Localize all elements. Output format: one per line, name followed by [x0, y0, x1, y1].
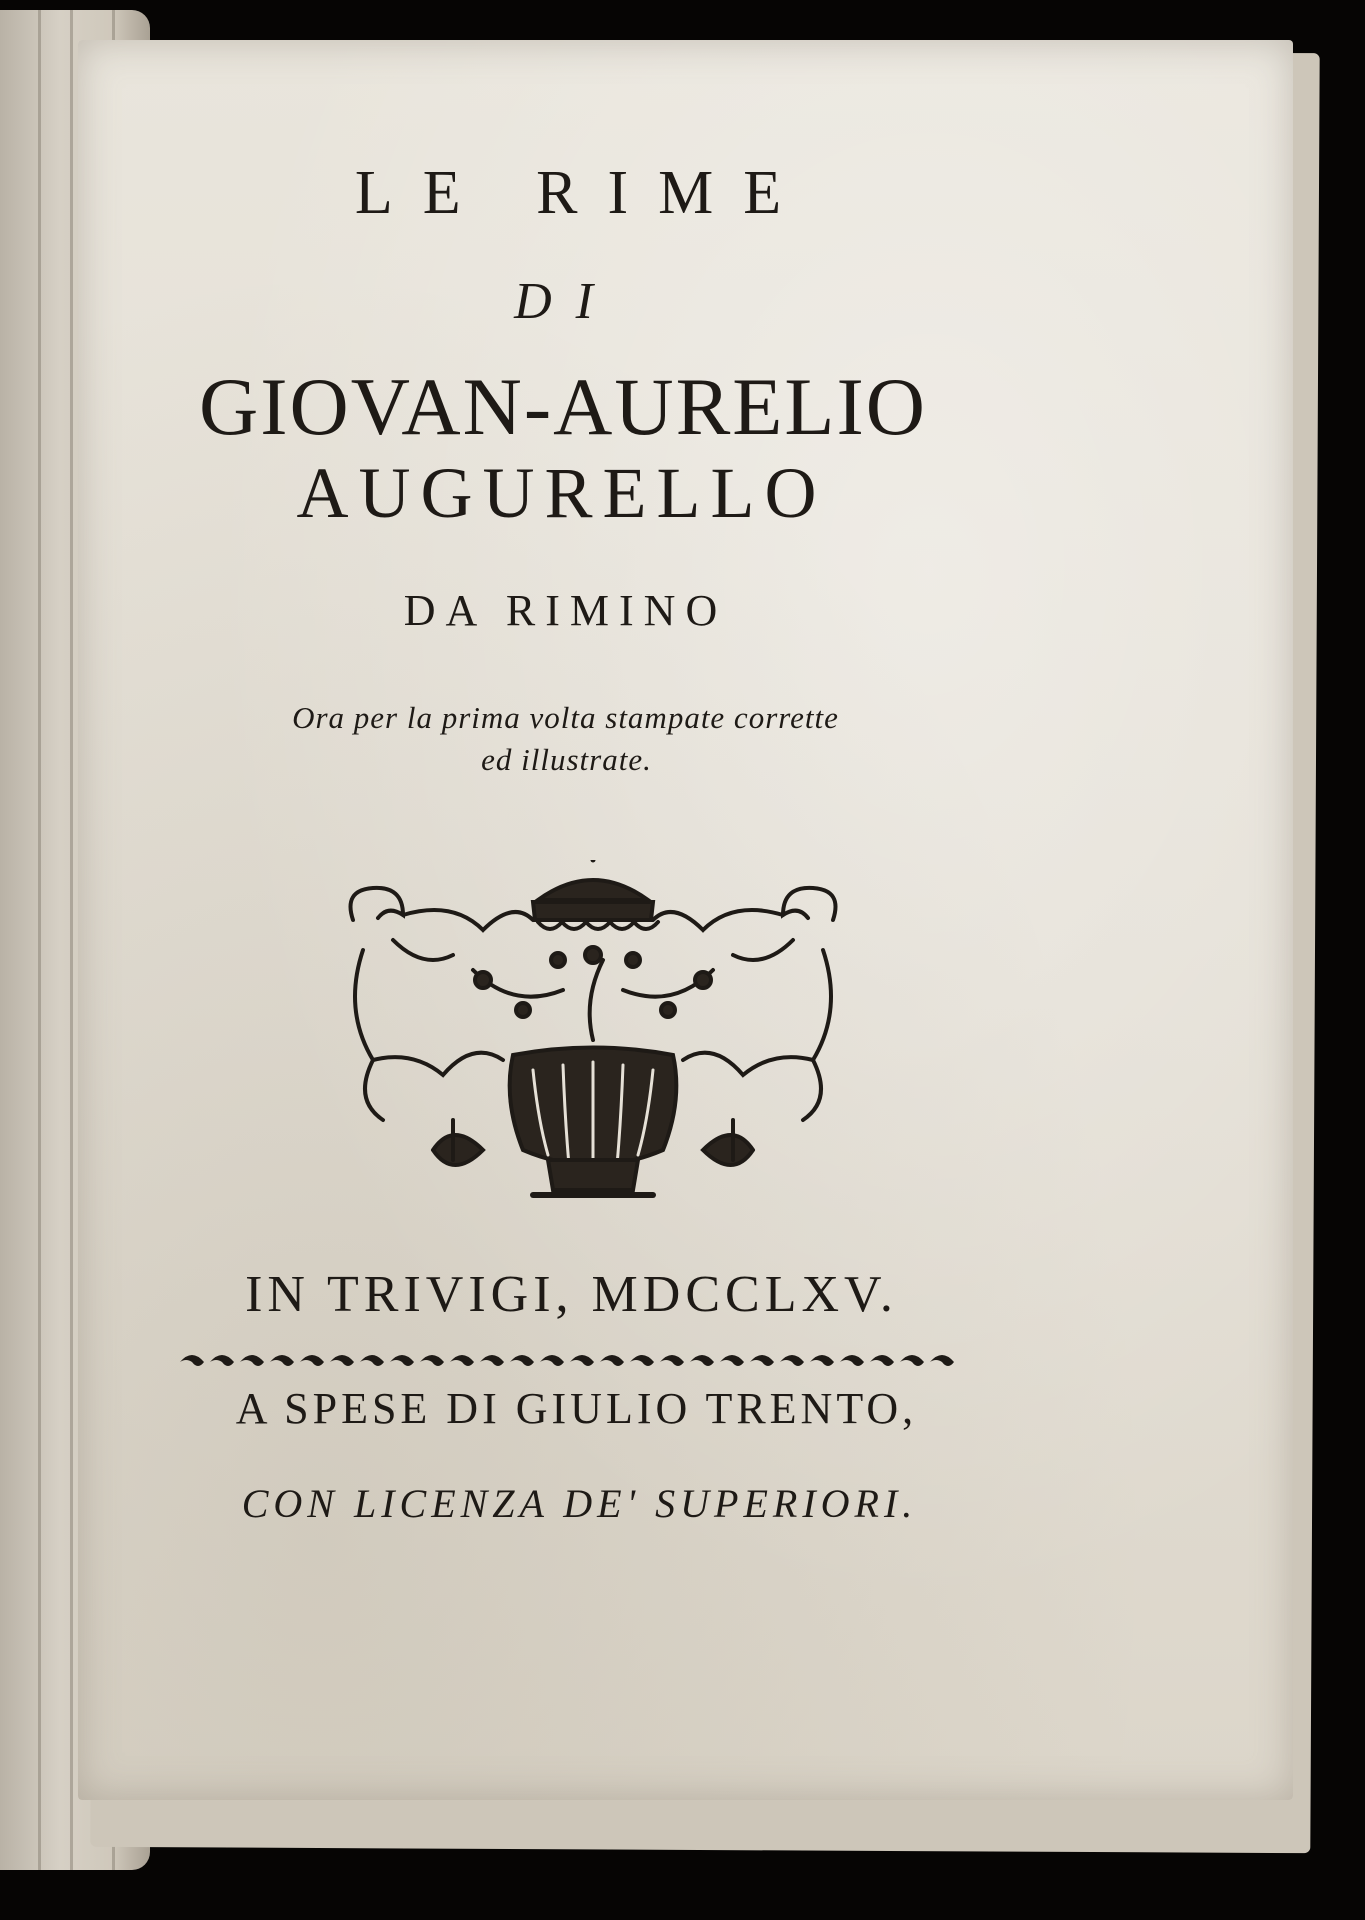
- author-surname: AUGURELLO: [296, 453, 827, 533]
- imprint-place-date: IN TRIVIGI, MDCCLXV.: [245, 1266, 898, 1323]
- ornamental-vase-with-crown-icon: [333, 860, 853, 1220]
- title-page: [78, 40, 1293, 1800]
- wave-scroll-rule-icon: [180, 1348, 960, 1374]
- author-origin: DA RIMINO: [403, 586, 728, 635]
- title-line-2: DI: [514, 273, 617, 330]
- imprint-license: CON LICENZA DE' SUPERIORI.: [241, 1481, 918, 1526]
- imprint-publisher: A SPESE DI GIULIO TRENTO,: [235, 1384, 918, 1433]
- author-first-name: GIOVAN-AURELIO: [199, 361, 927, 452]
- subtitle-line-2: ed illustrate.: [481, 742, 652, 777]
- subtitle-line-1: Ora per la prima volta stampate corrette: [292, 700, 839, 735]
- title-line-1: LE RIME: [354, 159, 812, 227]
